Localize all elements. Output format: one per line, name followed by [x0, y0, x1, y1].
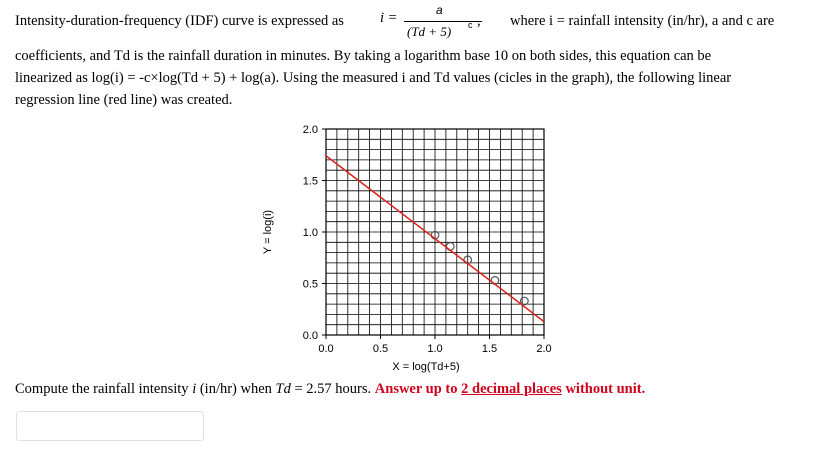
question-var-td: Td — [275, 381, 291, 397]
data-point — [491, 277, 499, 285]
plot-frame — [326, 129, 544, 335]
chart-marks — [326, 156, 544, 322]
idf-formula — [380, 0, 500, 50]
data-point — [521, 297, 529, 305]
y-tick-label: 1.0 — [302, 227, 318, 239]
question-prefix: Compute the rainfall intensity — [15, 381, 189, 397]
question-text — [15, 381, 645, 398]
data-point — [446, 243, 454, 251]
x-tick-label: 2.0 — [536, 343, 552, 355]
regression-line — [326, 156, 544, 322]
y-tick-label: 1.5 — [302, 175, 318, 188]
data-point — [431, 231, 439, 239]
answer-input[interactable] — [16, 411, 204, 441]
data-point — [464, 256, 472, 264]
y-tick-label: 2.0 — [302, 124, 318, 136]
y-axis-label: Y = log(i) — [262, 209, 274, 255]
chart-axes — [326, 129, 544, 335]
intro-line-2: coefficients, and Td is the rainfall duration in minutes. By taking a logarithm base 10 on both sides, this equation can be — [15, 48, 712, 64]
x-axis-label: X = log(Td+5) — [392, 361, 460, 373]
formula-numerator: a — [436, 3, 443, 17]
question-value: = 2.57 hours. — [294, 381, 372, 397]
chart-grid — [326, 129, 544, 335]
x-tick-label: 1.5 — [481, 343, 498, 355]
y-tick-label: 0.0 — [302, 330, 318, 342]
x-tick-label: 1.0 — [427, 343, 443, 355]
formula-i: i = — [380, 10, 398, 26]
formula-comma: , — [477, 13, 481, 29]
chart-tick-labels — [303, 124, 552, 355]
question-var-i: i — [192, 381, 197, 397]
formula-denominator: (Td + 5) — [407, 24, 452, 39]
x-tick-label: 0.5 — [372, 343, 389, 355]
intro-text-2: where i = rainfall intensity (in/hr), a and c are — [510, 13, 775, 29]
answer-hint-precision: 2 decimal places — [461, 381, 562, 397]
question-units: (in/hr) when — [199, 381, 272, 397]
y-tick-label: 0.5 — [302, 278, 318, 291]
x-tick-label: 0.0 — [318, 343, 334, 355]
formula-exponent: c — [468, 20, 473, 30]
intro-text-1: Intensity-duration-frequency (IDF) curve is expressed as — [15, 13, 344, 29]
intro-line-4: regression line (red line) was created. — [15, 92, 233, 108]
answer-hint-suffix: without unit. — [565, 381, 646, 397]
intro-line-1b — [510, 10, 830, 32]
answer-hint-prefix: Answer up to — [374, 381, 458, 397]
intro-line-3: linearized as log(i) = -c×log(Td + 5) + log(a). Using the measured i and Td values (cicles in the graph), the following linear — [15, 70, 732, 86]
